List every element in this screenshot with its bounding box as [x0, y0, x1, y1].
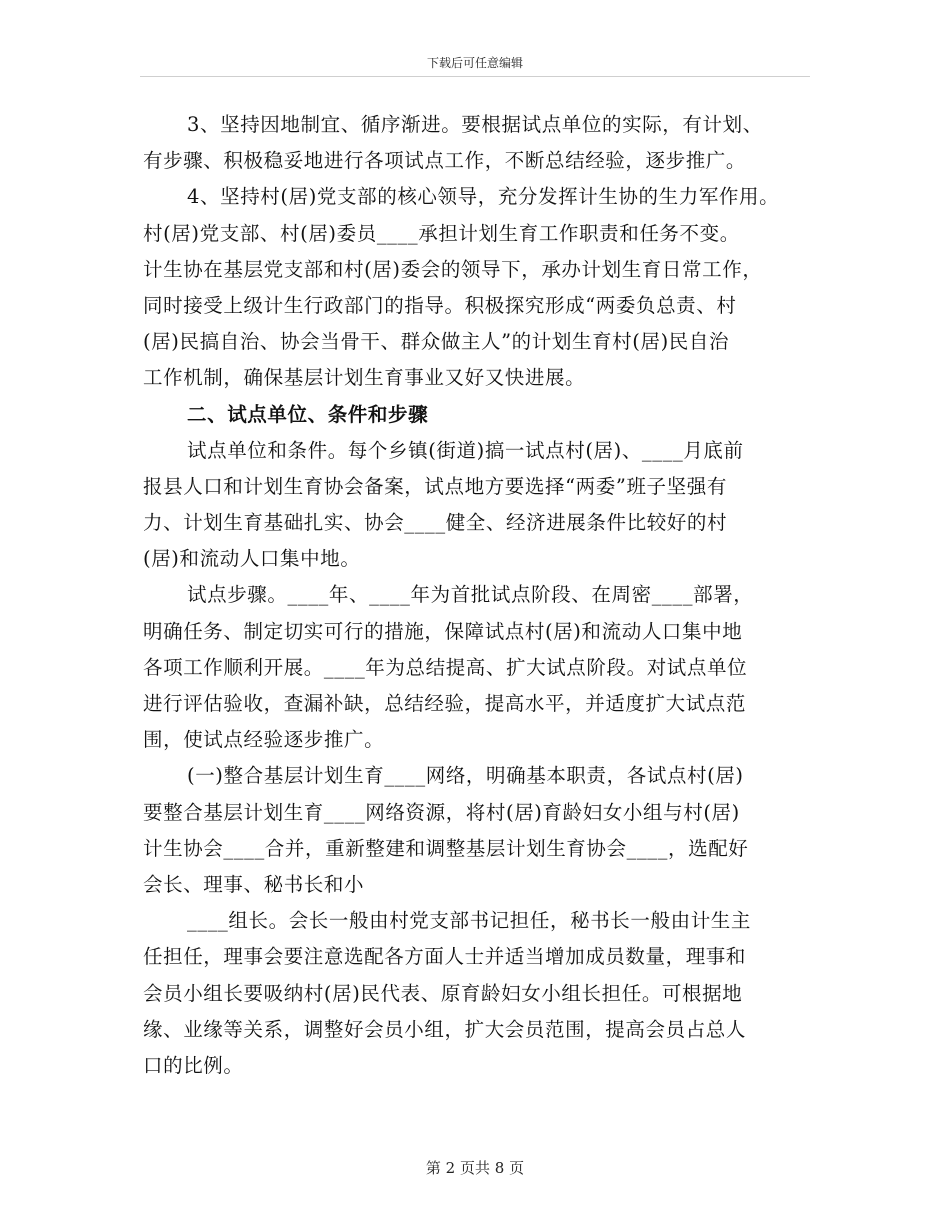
- header-divider: [140, 76, 810, 77]
- paragraph-line: 有步骤、积极稳妥地进行各项试点工作，不断总结经验，逐步推广。: [143, 149, 747, 173]
- paragraph-line: 村(居)党支部、村(居)委员____承担计划生育工作职责和任务不变。: [143, 221, 740, 245]
- paragraph-line: 进行评估验收，查漏补缺，总结经验，提高水平，并适度扩大试点范: [143, 692, 747, 715]
- document-body: [143, 107, 823, 1084]
- paragraph-line: 同时接受上级计生行政部门的指导。积极探究形成“两委负总责、村: [143, 293, 737, 317]
- paragraph-line: 力、计划生育基础扎实、协会____健全、经济进展条件比较好的村: [143, 511, 728, 535]
- page-header: 下载后可任意编辑: [426, 56, 523, 70]
- paragraph-line: 会员小组长要吸纳村(居)民代表、原育龄妇女小组长担任。可根据地: [143, 981, 743, 1005]
- paragraph-line: 4、坚持村(居)党支部的核心领导，充分发挥计生协的生力军作用。: [187, 185, 780, 209]
- page-footer: 第 2 页共 8 页: [425, 1159, 525, 1177]
- paragraph-line: 会长、理事、秘书长和小: [143, 872, 365, 896]
- paragraph-line: 各项工作顺利开展。____年为总结提高、扩大试点阶段。对试点单位: [143, 655, 748, 679]
- paragraph-line: 工作机制，确保基层计划生育事业又好又快进展。: [143, 366, 586, 390]
- paragraph-line: 任担任，理事会要注意选配各方面人士并适当增加成员数量，理事和: [143, 945, 747, 969]
- paragraph-line: 试点单位和条件。每个乡镇(街道)搞一试点村(居)、____月底前: [187, 438, 744, 462]
- paragraph-line: 缘、业缘等关系，调整好会员小组，扩大会员范围，提高会员占总人: [143, 1017, 747, 1041]
- paragraph-line: 口的比例。: [143, 1053, 244, 1077]
- paragraph-line: 试点步骤。____年、____年为首批试点阶段、在周密____部署，: [187, 583, 754, 607]
- paragraph-line: 报县人口和计划生育协会备案，试点地方要选择“两委”班子坚强有: [143, 474, 727, 498]
- paragraph-line: (一)整合基层计划生育____网络，明确基本职责，各试点村(居): [187, 764, 744, 788]
- paragraph-line: (居)和流动人口集中地。: [143, 547, 361, 571]
- paragraph-line: 要整合基层计划生育____网络资源，将村(居)育龄妇女小组与村(居): [143, 800, 740, 824]
- paragraph-line: ____组长。会长一般由村党支部书记担任，秘书长一般由计生主: [187, 909, 752, 933]
- paragraph-line: 围，使试点经验逐步推广。: [143, 728, 385, 752]
- paragraph-line: 计生协在基层党支部和村(居)委会的领导下，承办计划生育日常工作，: [143, 257, 763, 281]
- paragraph-line: 计生协会____合并，重新整建和调整基层计划生育协会____，选配好: [143, 836, 749, 860]
- paragraph-line: 3、坚持因地制宜、循序渐进。要根据试点单位的实际，有计划、: [187, 113, 763, 136]
- paragraph-line: 明确任务、制定切实可行的措施，保障试点村(居)和流动人口集中地: [143, 619, 743, 643]
- paragraph-line: (居)民搞自治、协会当骨干、群众做主人”的计划生育村(居)民自治: [143, 330, 730, 354]
- section-heading: 二、试点单位、条件和步骤: [187, 402, 429, 426]
